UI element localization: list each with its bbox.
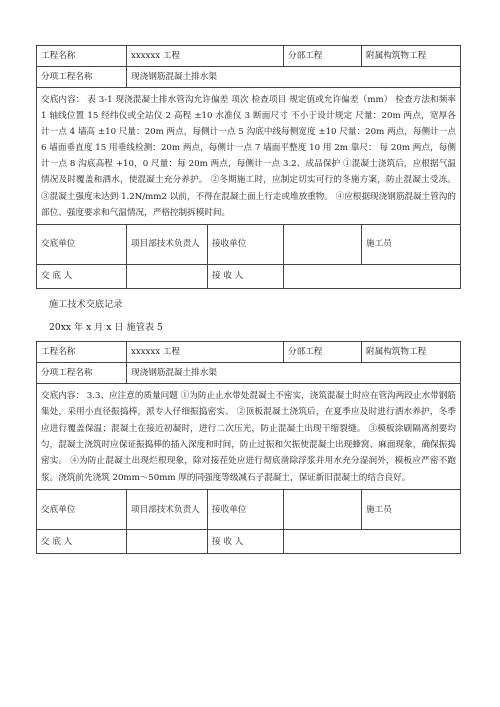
project-name-value: xxxxxx 工程: [127, 46, 284, 67]
project-name-label: 工程名称: [37, 341, 127, 362]
division-label: 分部工程: [284, 341, 362, 362]
receiving-unit-label: 接收单位: [208, 490, 284, 530]
receiver-label: 接 收 人: [208, 530, 284, 554]
tech-lead-label: 项目部技术负责人: [127, 224, 208, 264]
sub-item-label: 分项工程名称: [37, 67, 127, 88]
record-title: 施工技术交底记录: [49, 298, 123, 310]
handover-person-value: [127, 264, 208, 288]
handover-content: 交底内容： 3.3、应注意的质量问题 ①为防止止水带处混凝土不密实，浇筑混凝土时应在管沟两段止水带钢筋集处，采用小直径振捣棒，派专人仔细振捣密实。 ②顶板混凝土浇筑后，在夏季应及时进行洒水养护，冬季应进行覆盖保温；混凝土在接近初凝时，进行二次压光，防止混凝土出现干缩裂缝。 ③模板涂刷隔离剂要均匀，混凝土浇筑时应保证振捣棒的插入深度和时间，防止过振和欠振使混凝土出现蜂窝、麻面现象，确保振捣密实。 ④为防止混凝土出现烂根现象，除对接茬处应进行彻底凿除浮浆并用水充分湿润外，模板应严密不跑浆。浇筑前先浇筑 20mm～50mm 厚的同强度等级减石子混凝土，保证新旧混凝土的结合良好。: [37, 383, 461, 489]
division-label: 分部工程: [284, 46, 362, 67]
tech-lead-label: 项目部技术负责人: [127, 490, 208, 530]
handover-content: 交底内容： 表 3-1 现浇混凝土排水管沟允许偏差 项次 检查项目 规定值或允许偏差（mm） 检查方法和频率 1 轴线位置 15 经纬仪或全站仪 2 高程 ±10 水准仪 3 断面尺寸 不小于设计规定 尺量：20m 两点，宽厚各计一点 4 墙高 ±10 尺量：20m 两点，每侧计一点 5 沟底中线每侧宽度 ±10 尺量：20m 两点，每侧计一点 6 墙面垂直度 15 用垂线检测：20m 两点，每侧计一点 7 墙面平整度 10 用 2m 靠尺： 每 20m 两点，每侧计一点 8 沟底高程 +10，0 尺量：每 20m 两点，每侧计一点 3.2、成品保护 ①混凝土浇筑后，应根据气温情况及时覆盖和洒水，使混凝土充分养护。 ②冬期施工时，应制定切实可行的冬施方案，防止混凝土受冻。 ③混凝土强度未达到 1.2N/mm2 以前，不得在混凝土面上行走或堆放重物。 ④应根据现浇钢筋混凝土管沟的部位、强度要求和气温情况，严格控制拆模时间。: [37, 88, 461, 225]
project-name-label: 工程名称: [37, 46, 127, 67]
handover-unit-label: 交底单位: [37, 224, 127, 264]
receiver-value: [284, 264, 461, 288]
handover-form-1: [36, 45, 461, 289]
handover-unit-label: 交底单位: [37, 490, 127, 530]
document-page: [36, 45, 460, 554]
construction-staff-label: 施工员: [362, 490, 461, 530]
sub-item-label: 分项工程名称: [37, 362, 127, 383]
sub-item-value: 现浇钢筋混凝土排水渠: [127, 362, 461, 383]
receiving-unit-value: [284, 490, 362, 530]
division-value: 附属构筑物工程: [362, 46, 461, 67]
handover-form-2: [36, 341, 461, 554]
receiving-unit-value: [284, 224, 362, 264]
handover-person-value: [127, 530, 208, 554]
date-line: 20xx 年 x 月 x 日 施管表 5: [49, 321, 163, 333]
handover-person-label: 交 底 人: [37, 264, 127, 288]
construction-staff-label: 施工员: [362, 224, 461, 264]
receiving-unit-label: 接收单位: [208, 224, 284, 264]
receiver-label: 接 收 人: [208, 264, 284, 288]
sub-item-value: 现浇钢筋混凝土排水渠: [127, 67, 461, 88]
division-value: 附属构筑物工程: [362, 341, 461, 362]
handover-person-label: 交 底 人: [37, 530, 127, 554]
project-name-value: xxxxxx 工程: [127, 341, 284, 362]
receiver-value: [284, 530, 461, 554]
